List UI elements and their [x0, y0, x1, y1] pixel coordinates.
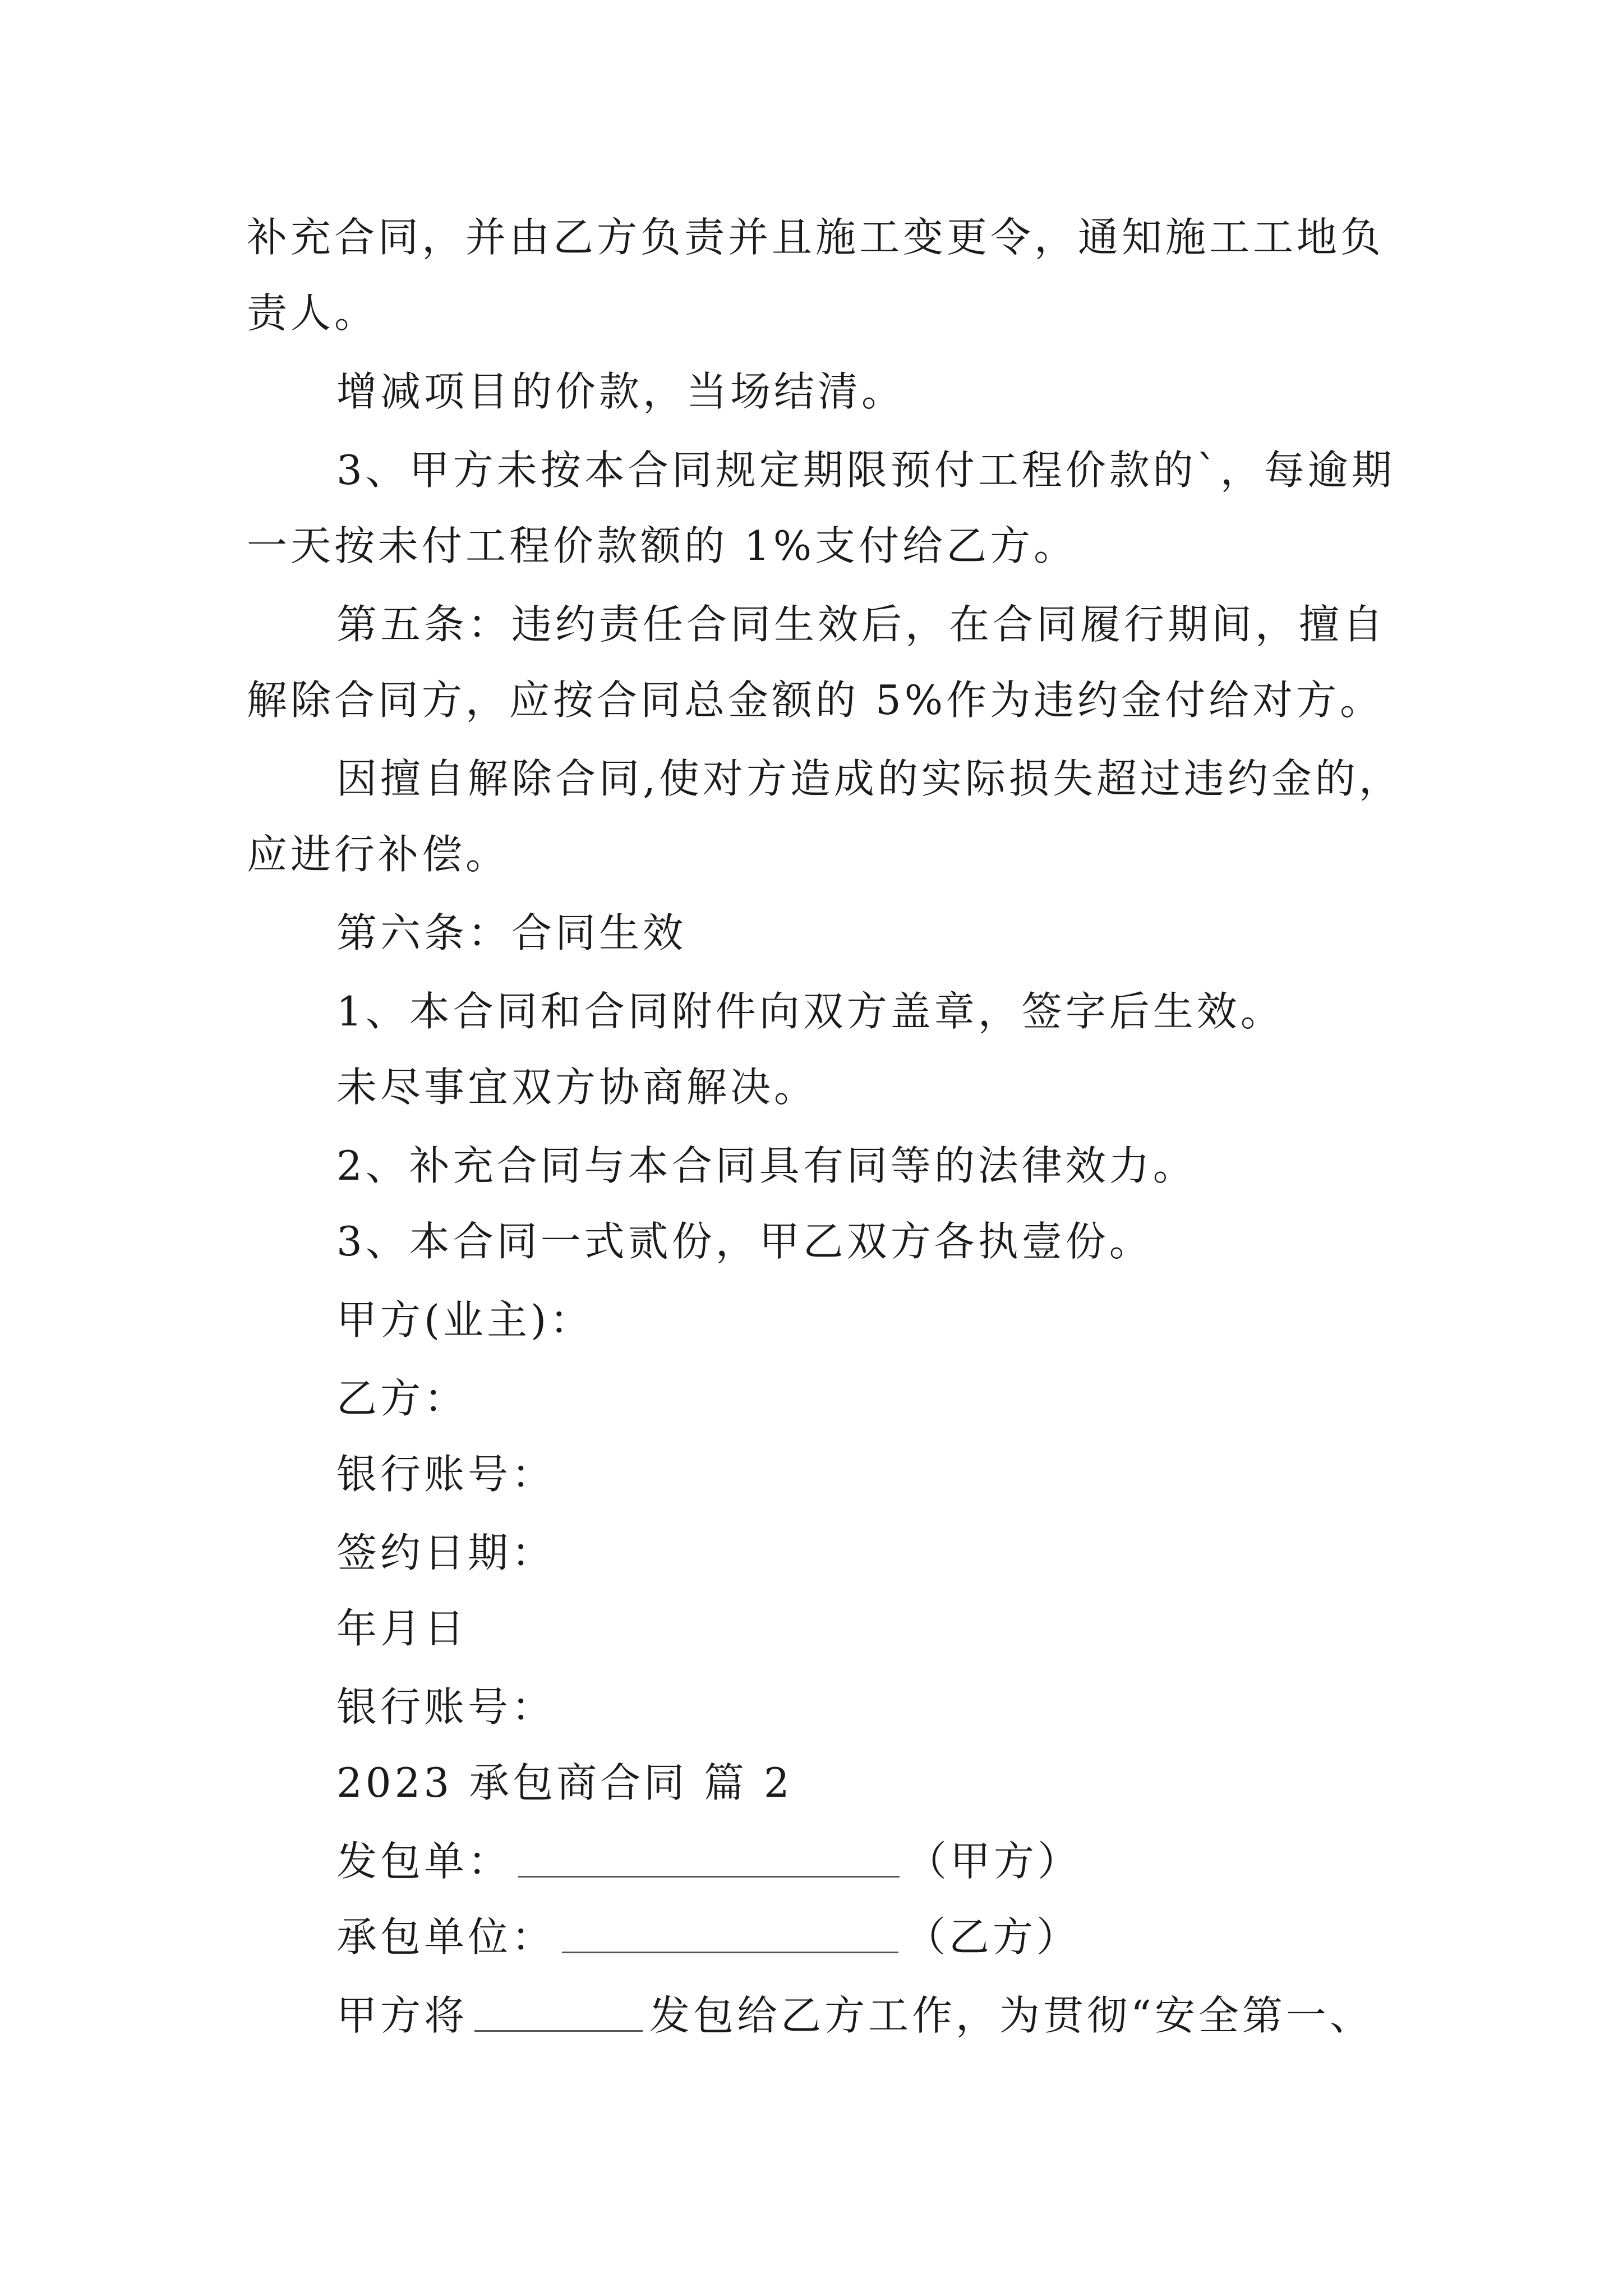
- assignment-line: [336, 1989, 1373, 2042]
- contractor-label: 发包单：: [336, 1838, 512, 1885]
- bank-account-field: 银行账号：: [336, 1683, 556, 1731]
- text-line: 未尽事宜双方协商解决。: [336, 1064, 818, 1111]
- assignment-prefix: 甲方将: [336, 1992, 468, 2039]
- assignment-blank: [474, 1996, 643, 2032]
- signing-date-field: 签约日期：: [336, 1529, 556, 1576]
- text-line: 责人。: [247, 289, 379, 337]
- contractor-line: [336, 1834, 1081, 1888]
- subcontractor-suffix: （乙方）: [905, 1913, 1081, 1961]
- text-line: 第五条：违约责任合同生效后，在合同履行期间，擅自: [336, 601, 1387, 648]
- text-line: 因擅自解除合同,使对方造成的实际损失超过违约金的，: [336, 755, 1403, 802]
- section-heading: 第六条：合同生效: [336, 909, 687, 956]
- text-line: 3、本合同一式贰份，甲乙双方各执壹份。: [336, 1218, 1153, 1265]
- signature-field-party-b: 乙方：: [336, 1375, 468, 1422]
- contractor-suffix: （甲方）: [906, 1838, 1082, 1885]
- subcontractor-blank: [562, 1918, 898, 1953]
- text-line: 2、补充合同与本合同具有同等的法律效力。: [336, 1142, 1197, 1189]
- text-line: 增减项目的价款，当场结清。: [336, 368, 906, 415]
- date-field: 年月日: [336, 1605, 468, 1652]
- bank-account-field: 银行账号：: [336, 1451, 556, 1498]
- assignment-suffix: 发包给乙方工作，为贯彻“安全第一、: [649, 1992, 1373, 2039]
- text-line: 应进行补偿。: [247, 831, 510, 878]
- text-line: 补充合同，并由乙方负责并且施工变更令，通知施工工地负: [247, 214, 1385, 261]
- text-line: 解除合同方，应按合同总金额的 5%作为违约金付给对方。: [247, 677, 1384, 724]
- subcontractor-label: 承包单位：: [336, 1913, 556, 1961]
- section-title: 2023 承包商合同 篇 2: [336, 1759, 793, 1806]
- text-line: 一天按未付工程价款额的 1%支付给乙方。: [247, 522, 1078, 569]
- contractor-blank: [518, 1842, 900, 1878]
- text-line: 3、甲方未按本合同规定期限预付工程价款的`，每逾期: [336, 447, 1395, 494]
- text-line: 1、本合同和合同附件向双方盖章，签字后生效。: [336, 988, 1284, 1035]
- signature-field-party-a: 甲方(业主)：: [336, 1296, 594, 1343]
- subcontractor-line: [336, 1910, 1080, 1964]
